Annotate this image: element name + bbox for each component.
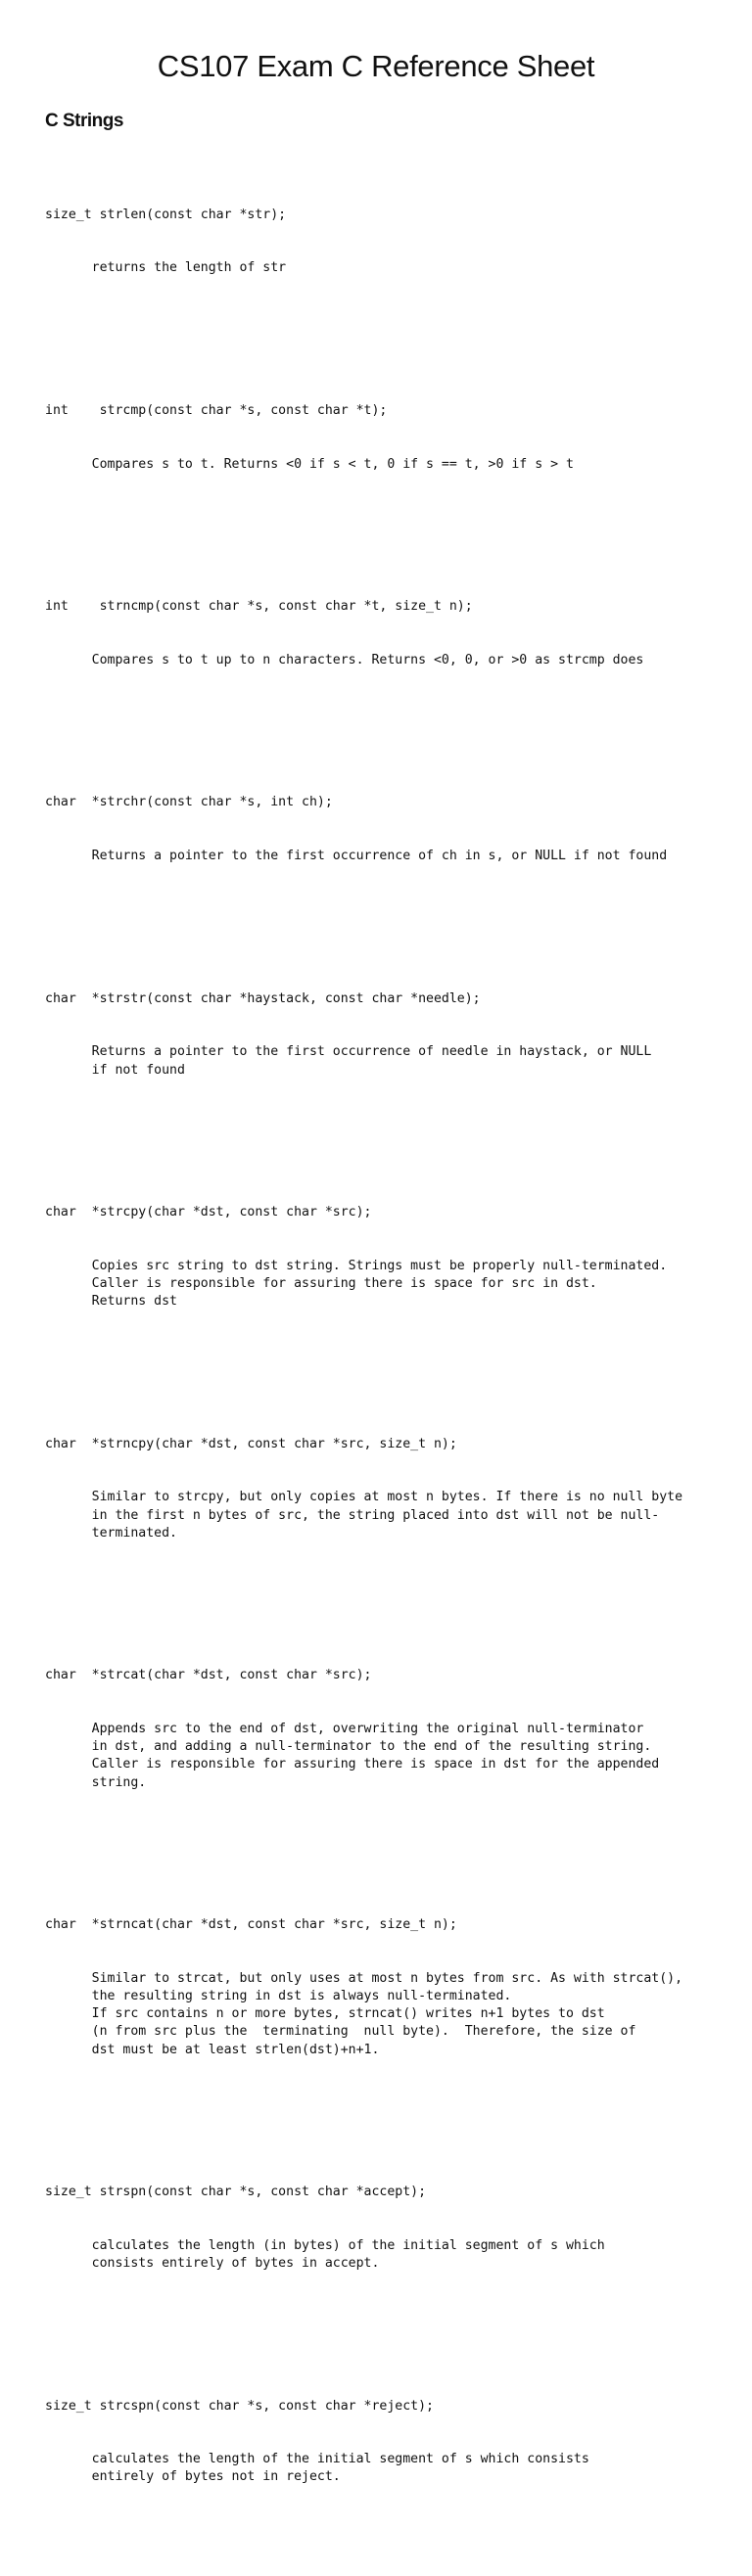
entry-strchr [45, 759, 730, 901]
function-description: Returns a pointer to the first occurrence of needle in haystack, or NULL if not found [91, 1044, 652, 1078]
function-description: Returns a pointer to the first occurrence of ch in s, or NULL if not found [45, 849, 668, 864]
function-reference-list [45, 135, 730, 2576]
function-signature: char *strcat(char *dst, const char *src); [45, 1668, 372, 1683]
function-description: returns the length of str [45, 260, 287, 276]
entry-strcat [45, 1632, 730, 1827]
function-description: Similar to strcat, but only uses at most n bytes from src. As with strcat(), the resulting string in dst is always null-terminated. If src contains n or more bytes, strncat() writes n+1 bytes to dst (n from src plus the terminating null byte). Therefore, the size of dst must be at least strlen(dst)+n+1. [91, 1970, 683, 2057]
entry-strncpy [45, 1400, 730, 1578]
function-description: Compares s to t. Returns <0 if s < t, 0 if s == t, >0 if s > t [45, 456, 574, 472]
entry-strcpy [45, 1169, 730, 1347]
entry-strlen [45, 170, 730, 313]
entry-strstr [45, 954, 730, 1115]
entry-strncmp [45, 563, 730, 706]
function-description: Compares s to t up to n characters. Returns <0, 0, or >0 as strcmp does [45, 652, 644, 667]
page-title: CS107 Exam C Reference Sheet [157, 49, 595, 83]
entry-strcmp [45, 367, 730, 510]
section-heading-c-strings: C Strings [45, 111, 123, 131]
function-signature: char *strcpy(char *dst, const char *src); [45, 1205, 372, 1220]
function-signature: char *strncpy(char *dst, const char *src, size_t n); [45, 1436, 457, 1451]
entry-strspn [45, 2148, 730, 2309]
function-signature: char *strncat(char *dst, const char *src, size_t n); [45, 1917, 457, 1933]
function-description: calculates the length of the initial segment of s which consists entirely of bytes not in reject. [91, 2452, 589, 2485]
function-signature: int strcmp(const char *s, const char *t); [45, 403, 388, 419]
function-signature: char *strchr(const char *s, int ch); [45, 795, 333, 810]
function-description: Similar to strcpy, but only copies at most n bytes. If there is no null byte in the first n bytes of src, the string placed into dst will not be null- terminated. [91, 1490, 683, 1541]
entry-strncat [45, 1881, 730, 2094]
function-signature: char *strstr(const char *haystack, const char *needle); [45, 990, 481, 1006]
function-description: calculates the length (in bytes) of the initial segment of s which consists entirely of bytes in accept. [91, 2237, 605, 2272]
function-description: Copies src string to dst string. Strings must be properly null-terminated. Caller is responsible for assuring there is space for src in dst. Returns dst [91, 1258, 668, 1310]
function-description: Appends src to the end of dst, overwriting the original null-terminator in dst, and adding a null-terminator to the end of the resulting string. Caller is responsible for assuring there is space in dst for the appended string. [91, 1721, 660, 1790]
entry-strcspn [45, 2362, 730, 2522]
function-signature: int strncmp(const char *s, const char *t, size_t n); [45, 599, 473, 615]
function-signature: size_t strcspn(const char *s, const char *reject); [45, 2398, 434, 2414]
function-signature: size_t strlen(const char *str); [45, 207, 287, 222]
function-signature: size_t strspn(const char *s, const char *accept); [45, 2185, 427, 2200]
